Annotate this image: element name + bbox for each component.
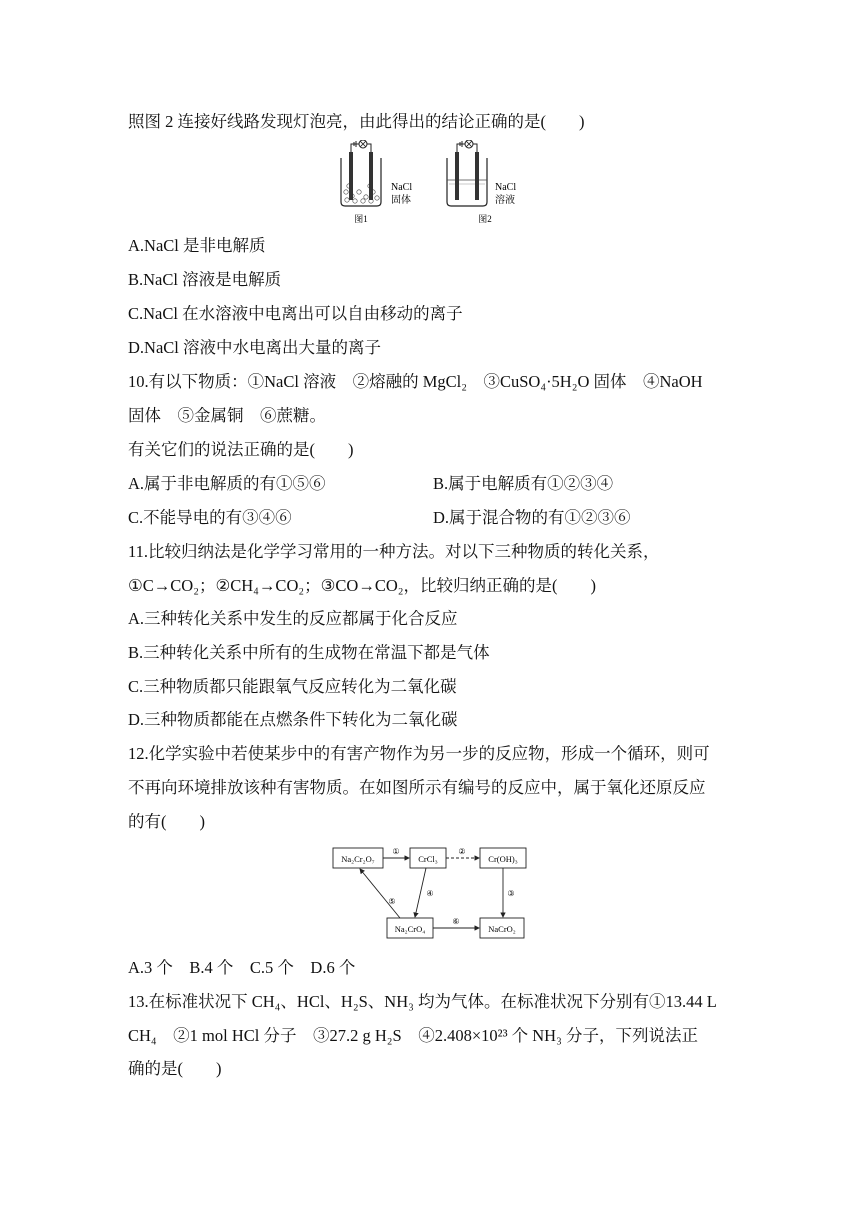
q9-stem: 照图 2 连接好线路发现灯泡亮，由此得出的结论正确的是( ) — [128, 112, 585, 131]
svg-text:CrCl₃: CrCl₃ — [418, 854, 438, 864]
q9-option-a: A.NaCl 是非电解质 — [128, 236, 266, 255]
edge-1-label: ① — [392, 847, 400, 856]
edge-3-label: ③ — [507, 889, 515, 898]
fig2-label: NaCl — [495, 182, 517, 193]
svg-text:NaCrO₂: NaCrO₂ — [488, 924, 516, 934]
svg-text:Na₂Cr₂O₇: Na₂Cr₂O₇ — [341, 854, 375, 864]
edge-5-label: ⑤ — [388, 897, 396, 906]
q9-option-b: B.NaCl 溶液是电解质 — [128, 270, 282, 289]
q10-line2: 固体 ⑤金属铜 ⑥蔗糖。 — [128, 406, 326, 425]
q12-line1: 12.化学实验中若使某步中的有害产物作为另一步的反应物，形成一个循环，则可 — [128, 744, 710, 763]
q13-line2: CH₄ ②1 mol HCl 分子 ③27.2 g H₂S ④2.408×10²³ 个 NH₃ 分子，下列说法正 — [128, 1026, 698, 1045]
fig1-label-b: 固体 — [391, 195, 411, 206]
q11-option-a: A.三种转化关系中发生的反应都属于化合反应 — [128, 609, 458, 628]
svg-text:Cr(OH)₃: Cr(OH)₃ — [488, 854, 518, 864]
chromium-cycle-diagram — [330, 842, 530, 942]
q11-line1: 11.比较归纳法是化学学习常用的一种方法。对以下三种物质的转化关系， — [128, 542, 660, 561]
q11-option-c: C.三种物质都只能跟氧气反应转化为二氧化碳 — [128, 677, 457, 696]
q13-line1: 13.在标准状况下 CH₄、HCl、H₂S、NH₃ 均为气体。在标准状况下分别有①13.44 L — [128, 992, 717, 1011]
fig1-caption: 图1 — [354, 214, 368, 224]
conductivity-figure — [335, 140, 535, 228]
q12-options: A.3 个 B.4 个 C.5 个 D.6 个 — [128, 958, 356, 977]
q12-line2: 不再向环境排放该种有害物质。在如图所示有编号的反应中，属于氧化还原反应 — [128, 778, 706, 797]
q11-line2: ①C→CO₂；②CH₄→CO₂；③CO→CO₂，比较归纳正确的是( ) — [128, 576, 596, 595]
beaker-nacl-solution — [447, 140, 487, 206]
q10-option-a: A.属于非电解质的有①⑤⑥ — [128, 474, 326, 493]
q12-line3: 的有( ) — [128, 812, 205, 831]
fig2-label-b: 溶液 — [495, 195, 515, 206]
q10-line1: 10.有以下物质：①NaCl 溶液 ②熔融的 MgCl₂ ③CuSO₄·5H₂O 固体 ④NaOH — [128, 372, 703, 391]
fig1-label: NaCl — [391, 182, 413, 193]
q11-option-d: D.三种物质都能在点燃条件下转化为二氧化碳 — [128, 710, 458, 729]
svg-text:Na₂CrO₄: Na₂CrO₄ — [394, 924, 426, 934]
q9-option-c: C.NaCl 在水溶液中电离出可以自由移动的离子 — [128, 304, 463, 323]
q10-option-b: B.属于电解质有①②③④ — [433, 474, 614, 493]
edge-4-label: ④ — [426, 889, 434, 898]
q10-option-d: D.属于混合物的有①②③⑥ — [433, 508, 631, 527]
q9-option-d: D.NaCl 溶液中水电离出大量的离子 — [128, 338, 381, 357]
edge-6-label: ⑥ — [452, 917, 460, 926]
q10-line3: 有关它们的说法正确的是( ) — [128, 440, 354, 459]
edge-2-label: ② — [458, 847, 466, 856]
q11-option-b: B.三种转化关系中所有的生成物在常温下都是气体 — [128, 643, 490, 662]
q13-line3: 确的是( ) — [128, 1059, 222, 1078]
q10-option-c: C.不能导电的有③④⑥ — [128, 508, 292, 527]
beaker-solid-nacl — [341, 140, 381, 206]
fig2-caption: 图2 — [478, 214, 492, 224]
